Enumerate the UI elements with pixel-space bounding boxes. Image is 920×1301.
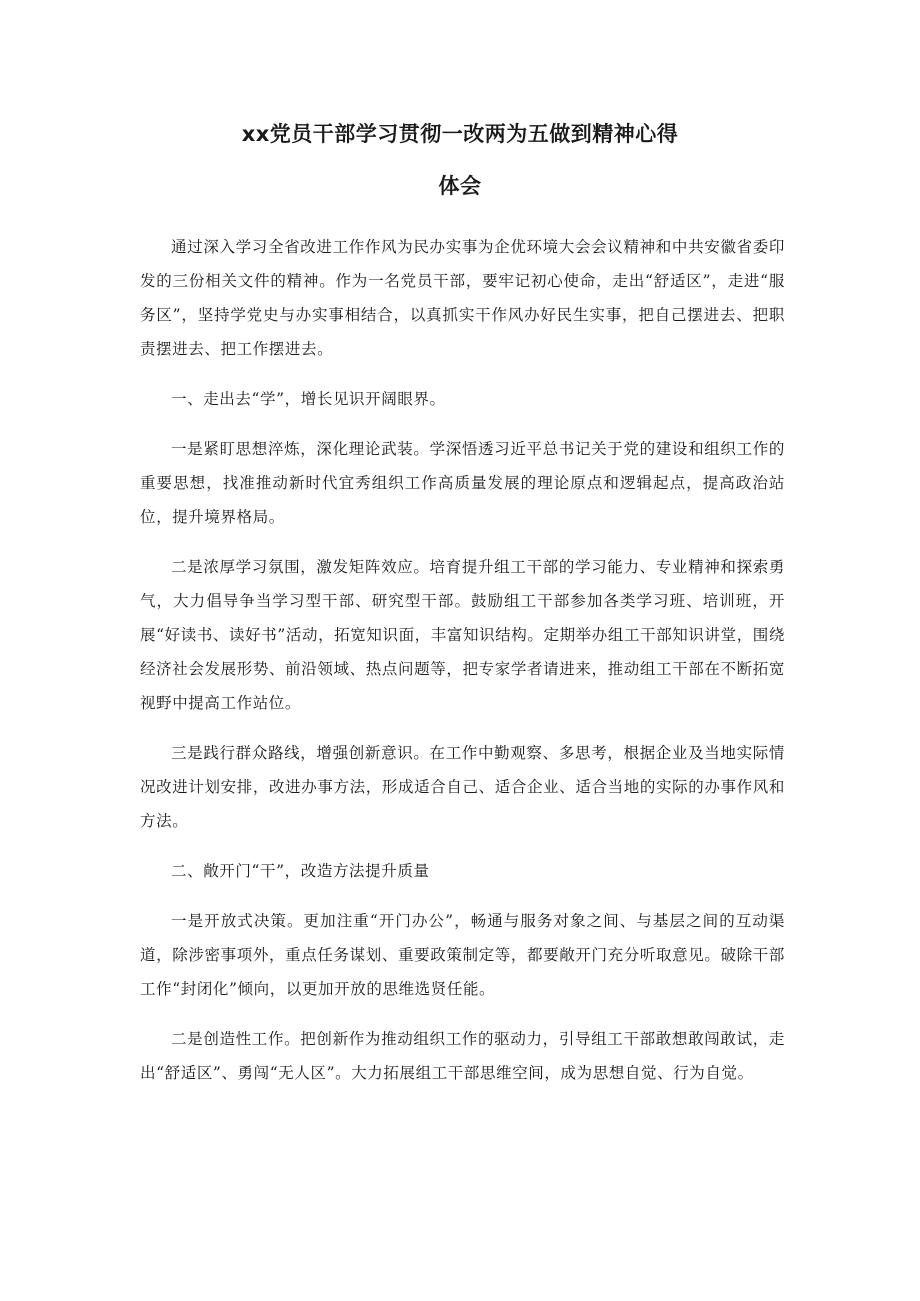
intro-paragraph: 通过深入学习全省改进工作作风为民办实事为企优环境大会会议精神和中共安徽省委印发的三份相关文件的精神。作为一名党员干部，要牢记初心使命，走出“舒适区”，走进“服务区”，坚持学党史与办实事相结合，以真抓实干作风办好民生实事，把自己摆进去、把职责摆进去、把工作摆进去。	[140, 238, 785, 358]
paragraph: 一是开放式决策。更加注重“开门办公”，畅通与服务对象之间、与基层之间的互动渠道，除涉密事项外，重点任务谋划、重要政策制定等，都要敞开门充分听取意见。破除干部工作“封闭化”倾向，以更加开放的思维选贤任能。	[140, 912, 785, 998]
paragraph: 二是浓厚学习氛围，激发矩阵效应。培育提升组工干部的学习能力、专业精神和探索勇气，大力倡导争当学习型干部、研究型干部。鼓励组工干部参加各类学习班、培训班，开展“好读书、读好书”活动，拓宽知识面，丰富知识结构。定期举办组工干部知识讲堂，围绕经济社会发展形势、前沿领域、热点问题等，把专家学者请进来，推动组工干部在不断拓宽视野中提高工作站位。	[140, 558, 785, 712]
document-title-line-2: 体会	[438, 174, 482, 198]
section-heading-2: 二、敞开门“干”，改造方法提升质量	[171, 862, 430, 880]
document-title-line-1: xx党员干部学习贯彻一改两为五做到精神心得	[241, 122, 679, 146]
document-body	[140, 230, 785, 1106]
section-heading-1: 一、走出去“学”，增长见识开阔眼界。	[171, 390, 446, 408]
paragraph: 二是创造性工作。把创新作为推动组织工作的驱动力，引导组工干部敢想敢闯敢试，走出“舒适区”、勇闯“无人区”。大力拓展组工干部思维空间，成为思想自觉、行为自觉。	[140, 1030, 785, 1082]
paragraph: 一是紧盯思想淬炼，深化理论武装。学深悟透习近平总书记关于党的建设和组织工作的重要思想，找准推动新时代宜秀组织工作高质量发展的理论原点和逻辑起点，提高政治站位，提升境界格局。	[140, 440, 785, 526]
paragraph: 三是践行群众路线，增强创新意识。在工作中勤观察、多思考，根据企业及当地实际情况改进计划安排，改进办事方法，形成适合自己、适合企业、适合当地的实际的办事作风和方法。	[140, 744, 785, 830]
